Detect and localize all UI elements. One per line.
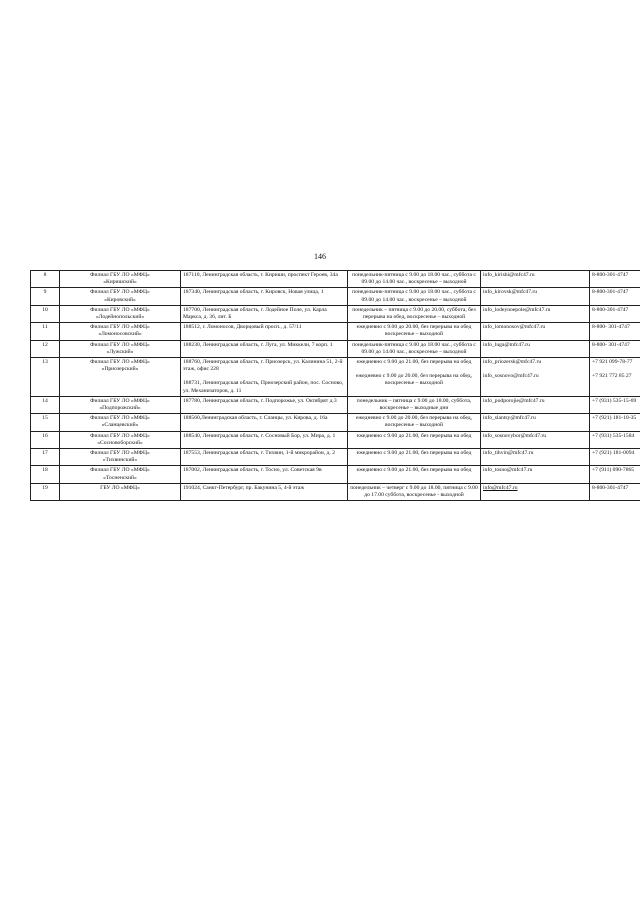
branch-phone-cell <box>590 271 640 288</box>
branch-address: 187002, Ленинградская область, г. Тосно, ул. Советская 9в <box>183 467 322 474</box>
row-number-cell: 15 <box>31 414 60 431</box>
branch-email: info_sosnovo@mfc47.ru <box>483 373 539 380</box>
working-hours: понедельник-пятница с 9.00 до 18.00 час., суббота с 09.00 до 14.00 час., воскресенье – выходной <box>352 272 476 286</box>
branch-phone-cell <box>590 431 640 448</box>
row-number-cell: 17 <box>31 449 60 466</box>
branch-name: Филиал ГБУ ЛО «МФЦ» <box>90 359 150 366</box>
working-hours-cell <box>348 323 481 340</box>
row-number-cell: 18 <box>31 466 60 483</box>
branch-name: «Ломоносовский» <box>98 331 142 338</box>
branch-address-cell <box>181 396 348 413</box>
branch-name: Филиал ГБУ ЛО «МФЦ» <box>90 450 150 457</box>
row-number-cell: 13 <box>31 358 60 397</box>
branches-table <box>30 270 640 501</box>
working-hours: воскресенье – выходной <box>384 331 444 338</box>
branch-name: «Лодейнопольский» <box>95 314 145 321</box>
branch-email: info_tosno@mfc47.ru <box>483 467 533 474</box>
branch-name: «Подпорожский» <box>99 405 141 412</box>
branch-phone-cell <box>590 449 640 466</box>
working-hours: ежедневно с 9.00 до 21.00, без перерыва на обед <box>356 467 472 474</box>
working-hours: понедельник – пятница с 9.00 до 18.00, суббота, воскресенье – выходные дни <box>356 397 472 412</box>
branch-address: 187110, Ленинградская область, г. Кириши, проспект Героев, 34а <box>183 272 338 278</box>
branch-name: «Киришский» <box>103 279 137 286</box>
branch-name: Филиал ГБУ ЛО «МФЦ» <box>90 467 150 474</box>
branch-address: 187700, Ленинградская область, г. Лодейное Поле, ул. Карла Маркса, д. 36, лит. Б <box>183 306 327 321</box>
branch-email: info_kirovsk@mfc47.ru <box>483 289 538 296</box>
branch-name-cell <box>60 431 181 448</box>
table-row <box>31 483 640 500</box>
working-hours-cell <box>348 431 481 448</box>
branch-email-cell <box>481 431 590 448</box>
row-number-cell: 12 <box>31 340 60 357</box>
branch-phone: 8-800- 301-4747 <box>592 324 630 331</box>
branch-address: 187553, Ленинградская область, г. Тихвин, 1-й микрорайон, д. 2 <box>183 450 335 457</box>
working-hours: понедельник – четверг с 9.00 до 18.00, пятница с 9.00 до 17.00 суббота, воскресенье - выходной <box>350 484 478 499</box>
branch-address-cell <box>181 483 348 500</box>
branch-email: info_kirishi@mfc47.ru <box>483 272 535 278</box>
table-row <box>31 271 640 288</box>
table-row <box>31 466 640 483</box>
branch-address: 188540, Ленинградская область, г. Сосновый Бор, ул. Мира, д. 1 <box>183 432 336 439</box>
branch-email: info_podporojie@mfc47.ru <box>483 397 545 404</box>
table-row <box>31 396 640 413</box>
branch-phone: 8-800-301-4747 <box>592 484 629 491</box>
branch-address: 187780, Ленинградская область, г. Подпорожье, ул. Октябрят д.3 <box>183 397 337 404</box>
branch-email-cell <box>481 288 590 305</box>
row-number-cell: 11 <box>31 323 60 340</box>
branch-name: Филиал ГБУ ЛО «МФЦ» <box>90 341 150 348</box>
working-hours: ежедневно с 9.00 до 20.00, без перерыва на обед, воскресенье – выходной <box>355 373 473 387</box>
cell-gap <box>592 366 640 373</box>
branch-phone-cell <box>590 288 640 305</box>
working-hours: понедельник-пятница с 9.00 до 18.00 час., суббота с 09.00 до 14.00 час., воскресенье – выходной <box>352 341 476 355</box>
branch-address: 188230, Ленинградская область, г. Луга, ул. Миккели, 7 корп. 1 <box>183 341 333 348</box>
branch-phone: 8-800- 301-4747 <box>592 341 630 348</box>
working-hours-cell <box>348 483 481 500</box>
branch-phone-cell <box>590 414 640 431</box>
branch-email: info_lomonosov@mfc47.ru <box>483 324 546 331</box>
branch-name-cell <box>60 449 181 466</box>
branch-email-cell <box>481 305 590 322</box>
branch-name: Филиал ГБУ ЛО «МФЦ» <box>90 272 150 278</box>
branch-name-cell <box>60 358 181 397</box>
branch-email: info_slantsy@mfc47.ru <box>483 415 536 422</box>
table-row <box>31 358 640 397</box>
branch-email-cell <box>481 271 590 288</box>
branch-name: Филиал ГБУ ЛО «МФЦ» <box>90 432 150 439</box>
table-row <box>31 305 640 322</box>
branch-phone-cell <box>590 305 640 322</box>
working-hours-cell <box>348 466 481 483</box>
branch-email-cell <box>481 466 590 483</box>
branch-phone: 8-800-301-4747 <box>592 306 629 313</box>
page-number: 146 <box>314 252 326 261</box>
working-hours: ежедневно с 9.00 до 20.00, без перерыва на обед, воскресенье – выходной <box>355 415 473 429</box>
row-number-cell: 14 <box>31 396 60 413</box>
branch-name-cell <box>60 483 181 500</box>
table-row <box>31 449 640 466</box>
branch-name-cell <box>60 340 181 357</box>
branch-phone: +7 921 099-78-77 <box>592 359 633 366</box>
row-number-cell: 9 <box>31 288 60 305</box>
branch-name: «Лужский» <box>106 348 134 355</box>
branch-name-cell <box>60 466 181 483</box>
branch-phone-cell <box>590 483 640 500</box>
branch-name: Филиал ГБУ ЛО «МФЦ» <box>90 289 150 296</box>
branch-name: Филиал ГБУ ЛО «МФЦ» <box>90 324 150 331</box>
branch-address-cell <box>181 340 348 357</box>
branch-name-cell <box>60 271 181 288</box>
branch-phone-cell <box>590 466 640 483</box>
branch-name: «Тосненский» <box>103 474 137 481</box>
branch-address-cell <box>181 431 348 448</box>
branch-phone: +7 (921) 181-0094 <box>592 450 635 457</box>
branch-email: info_luga@mfc47.ru <box>483 341 530 348</box>
branch-address-cell <box>181 271 348 288</box>
branch-name: «Кировский» <box>104 296 136 303</box>
branch-email[interactable]: info@mfc47.ru <box>483 484 518 491</box>
branch-phone-cell <box>590 396 640 413</box>
row-number-cell: 16 <box>31 431 60 448</box>
working-hours: ежедневно с 9.00 до 20.00, без перерыва на обед <box>356 324 472 331</box>
working-hours-cell <box>348 288 481 305</box>
branch-address-cell <box>181 414 348 431</box>
branch-phone: +7 (921) 181-10-35 <box>592 415 637 422</box>
branch-name: «Приозерский» <box>101 366 139 373</box>
table-row <box>31 323 640 340</box>
working-hours-cell <box>348 396 481 413</box>
branch-phone: +7 921 772 85 27 <box>592 373 632 380</box>
working-hours-cell <box>348 358 481 397</box>
branch-name: Филиал ГБУ ЛО «МФЦ» <box>90 306 150 313</box>
branch-phone-cell <box>590 340 640 357</box>
working-hours: ежедневно с 9.00 до 21.00, без перерыва на обед <box>356 359 472 366</box>
branch-name: ГБУ ЛО «МФЦ» <box>100 484 140 491</box>
branch-email-cell <box>481 396 590 413</box>
branch-address: 188512, г. Ломоносов, Дворцовый просп., д. 57/11 <box>183 324 302 331</box>
row-number-cell: 19 <box>31 483 60 500</box>
table-row <box>31 288 640 305</box>
working-hours-cell <box>348 449 481 466</box>
branch-name: «Тихвинский» <box>102 457 138 464</box>
branch-address-cell <box>181 466 348 483</box>
working-hours-cell <box>348 414 481 431</box>
working-hours: понедельник-пятница с 9.00 до 18.00 час., суббота с 09.00 до 14.00 час., воскресенье – выходной <box>352 289 476 303</box>
working-hours: понедельник – пятница с 9.00 до 20.00, суббота, без перерыва на обед, воскресенье – выходной <box>352 306 476 321</box>
branch-phone-cell <box>590 358 640 397</box>
branch-phone: +7 (931) 535-15-69 <box>592 397 637 404</box>
row-number-cell: 10 <box>31 305 60 322</box>
branch-phone: +7 (931) 535-1584 <box>592 432 635 439</box>
branch-address-cell <box>181 358 348 397</box>
branch-email-cell <box>481 323 590 340</box>
branch-email-cell <box>481 414 590 431</box>
branch-name-cell <box>60 414 181 431</box>
branch-address-cell <box>181 288 348 305</box>
branches-table-body <box>31 271 640 501</box>
table-row <box>31 340 640 357</box>
working-hours-cell <box>348 340 481 357</box>
branch-phone-cell <box>590 323 640 340</box>
working-hours: ежедневно с 9.00 до 21.00, без перерыва на обед <box>356 450 472 457</box>
branch-email: info_sosnovybor@mfc47.ru <box>483 432 547 439</box>
branch-email-cell <box>481 358 590 397</box>
branch-email-cell <box>481 449 590 466</box>
branch-address: 188731, Ленинградская область, Приозерский район, пос. Сосново, ул. Механизаторов, д. 11 <box>183 380 344 394</box>
branch-address: 191024, Санкт-Петербург, пр. Бакунина 5, 4-й этаж <box>183 484 305 491</box>
branch-address-cell <box>181 323 348 340</box>
branch-address: 188760, Ленинградская область, г. Приозерск, ул. Калинина 51, 2-й этаж, офис 228 <box>183 359 343 373</box>
branch-name: Филиал ГБУ ЛО «МФЦ» <box>90 415 150 422</box>
branch-email: info_lodeynoepole@mfc47.ru <box>483 306 551 313</box>
branch-name-cell <box>60 323 181 340</box>
branch-email: info_priozersk@mfc47.ru <box>483 359 542 366</box>
branch-name-cell <box>60 396 181 413</box>
branch-name-cell <box>60 305 181 322</box>
branch-name-cell <box>60 288 181 305</box>
branch-email: info_tihvin@mfc47.ru <box>483 450 534 457</box>
branch-email-cell <box>481 340 590 357</box>
branch-address: 188560,Ленинградская область, г. Сланцы, ул. Кирова, д. 16а <box>183 415 328 422</box>
branch-address-cell <box>181 305 348 322</box>
working-hours: ежедневно с 9.00 до 21.00, без перерыва на обед <box>356 432 472 439</box>
branch-phone: 8-800-301-4747 <box>592 289 629 296</box>
working-hours-cell <box>348 305 481 322</box>
branch-name: «Сланцевский» <box>101 422 139 429</box>
row-number-cell: 8 <box>31 271 60 288</box>
branch-name: Филиал ГБУ ЛО «МФЦ» <box>90 397 150 404</box>
working-hours-cell <box>348 271 481 288</box>
table-row <box>31 414 640 431</box>
branch-name: «Сосновоборский» <box>97 439 143 446</box>
table-row <box>31 431 640 448</box>
branch-phone: 8-800-301-4747 <box>592 272 629 278</box>
branch-email-cell <box>481 483 590 500</box>
branch-address: 187340, Ленинградская область, г. Кировск, Новая улица, 1 <box>183 289 324 296</box>
branch-phone: +7 (911) 090-7865 <box>592 467 635 474</box>
branch-address-cell <box>181 449 348 466</box>
